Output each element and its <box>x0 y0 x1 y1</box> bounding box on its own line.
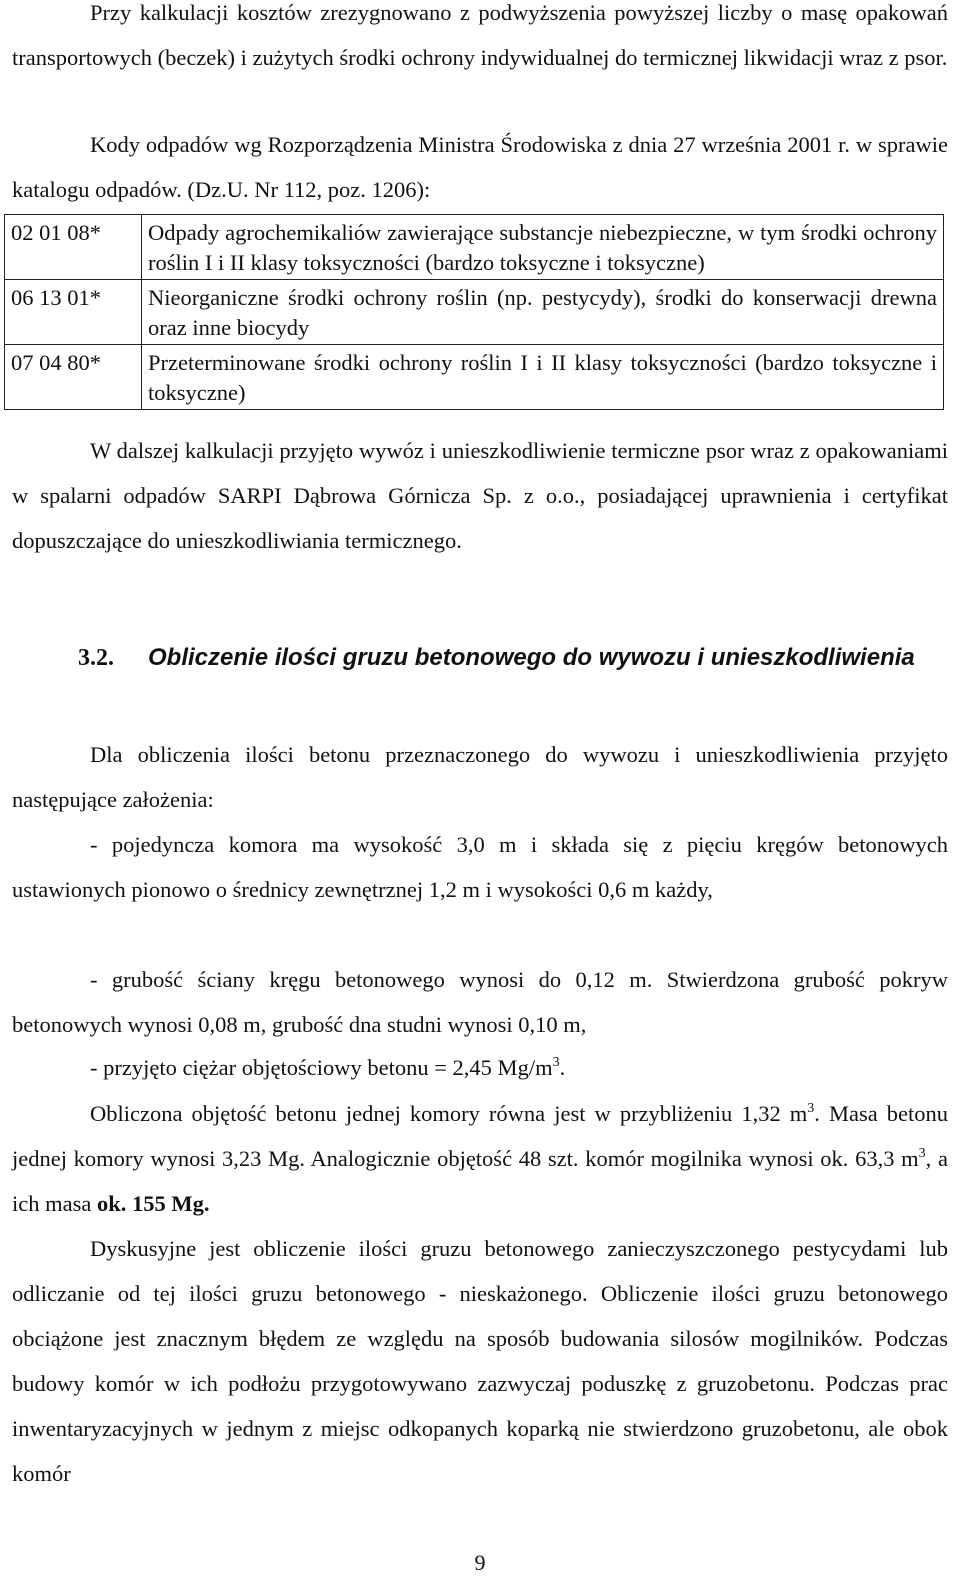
waste-code: 02 01 08* <box>5 215 142 280</box>
unit-weight-end: . <box>559 1055 566 1080</box>
page-number: 9 <box>474 1550 486 1575</box>
volume-text-a: Obliczona objętość betonu jednej komory równa jest w przybliżeniu 1,32 m <box>90 1101 808 1126</box>
table-row <box>5 215 944 280</box>
superscript: 3 <box>552 1055 560 1070</box>
table-row <box>5 280 944 345</box>
superscript: 3 <box>807 1101 815 1116</box>
waste-codes-table <box>4 214 944 410</box>
paragraph-disposal: W dalszej kalkulacji przyjęto wywóz i unieszkodliwienie termiczne psor wraz z opakowaniami w spalarni odpadów SARPI Dąbrowa Górnicza Sp. z o.o., posiadającej uprawnienia i certyfikat dopuszczające do unieszkodliwiania termicznego. <box>12 438 948 553</box>
section-number: 3.2. <box>78 645 114 671</box>
waste-code: 06 13 01* <box>5 280 142 345</box>
paragraph-unit-weight <box>90 1045 565 1090</box>
unit-weight-text: - przyjęto ciężar objętościowy betonu = 2,45 Mg/m <box>90 1055 553 1080</box>
paragraph-concrete-volume <box>12 1091 948 1226</box>
paragraph-waste-codes-intro: Kody odpadów wg Rozporządzenia Ministra Środowiska z dnia 27 września 2001 r. w sprawie katalogu odpadów. (Dz.U. Nr 112, poz. 1206): <box>12 132 948 202</box>
superscript: 3 <box>918 1146 926 1161</box>
waste-description: Przeterminowane środki ochrony roślin I i II klasy toksyczności (bardzo toksyczne i toksyczne) <box>142 345 944 410</box>
paragraph-packaging: Przy kalkulacji kosztów zrezygnowano z podwyższenia powyższej liczby o masę opakowań transportowych (beczek) i zużytych środki ochrony indywidualnej do termicznej likwidacji wraz z psor. <box>12 0 948 70</box>
paragraph-wall-thickness: - grubość ściany kręgu betonowego wynosi do 0,12 m. Stwierdzona grubość pokryw betonowych wynosi 0,08 m, grubość dna studni wynosi 0,10 m, <box>12 967 948 1037</box>
volume-text-c: , a ich masa <box>12 1146 948 1216</box>
section-title: Obliczenie ilości gruzu betonowego do wywozu i unieszkodliwienia <box>148 644 915 671</box>
paragraph-chamber-height: - pojedyncza komora ma wysokość 3,0 m i składa się z pięciu kręgów betonowych ustawionych pionowo o średnicy zewnętrznej 1,2 m i wysokości 0,6 m każdy, <box>12 832 948 902</box>
waste-description: Odpady agrochemikaliów zawierające substancje niebezpieczne, w tym środki ochrony roślin I i II klasy toksyczności (bardzo toksyczne i toksyczne) <box>142 215 944 280</box>
waste-code: 07 04 80* <box>5 345 142 410</box>
paragraph-assumptions-intro: Dla obliczenia ilości betonu przeznaczonego do wywozu i unieszkodliwienia przyjęto następujące założenia: <box>12 742 948 812</box>
waste-description: Nieorganiczne środki ochrony roślin (np. pestycydy), środki do konserwacji drewna oraz inne biocydy <box>142 280 944 345</box>
total-mass-bold: ok. 155 Mg. <box>96 1191 210 1216</box>
table-row <box>5 345 944 410</box>
volume-text-b: . Masa betonu jednej komory wynosi 3,23 Mg. Analogicznie objętość 48 szt. komór mogilnika wynosi ok. 63,3 m <box>12 1101 948 1171</box>
paragraph-debatable-calculation: Dyskusyjne jest obliczenie ilości gruzu betonowego zanieczyszczonego pestycydami lub odliczanie od tej ilości gruzu betonowego - nieskażonego. Obliczenie ilości gruzu betonowego obciążone jest znacznym błędem ze względu na sposób budowania silosów mogilników. Podczas budowy komór w ich podłożu przygotowywano zazwyczaj poduszkę z gruzobetonu. Podczas prac inwentaryzacyjnych w jednym z miejsc odkopanych koparką nie stwierdzono gruzobetonu, ale obok komór <box>12 1236 948 1486</box>
